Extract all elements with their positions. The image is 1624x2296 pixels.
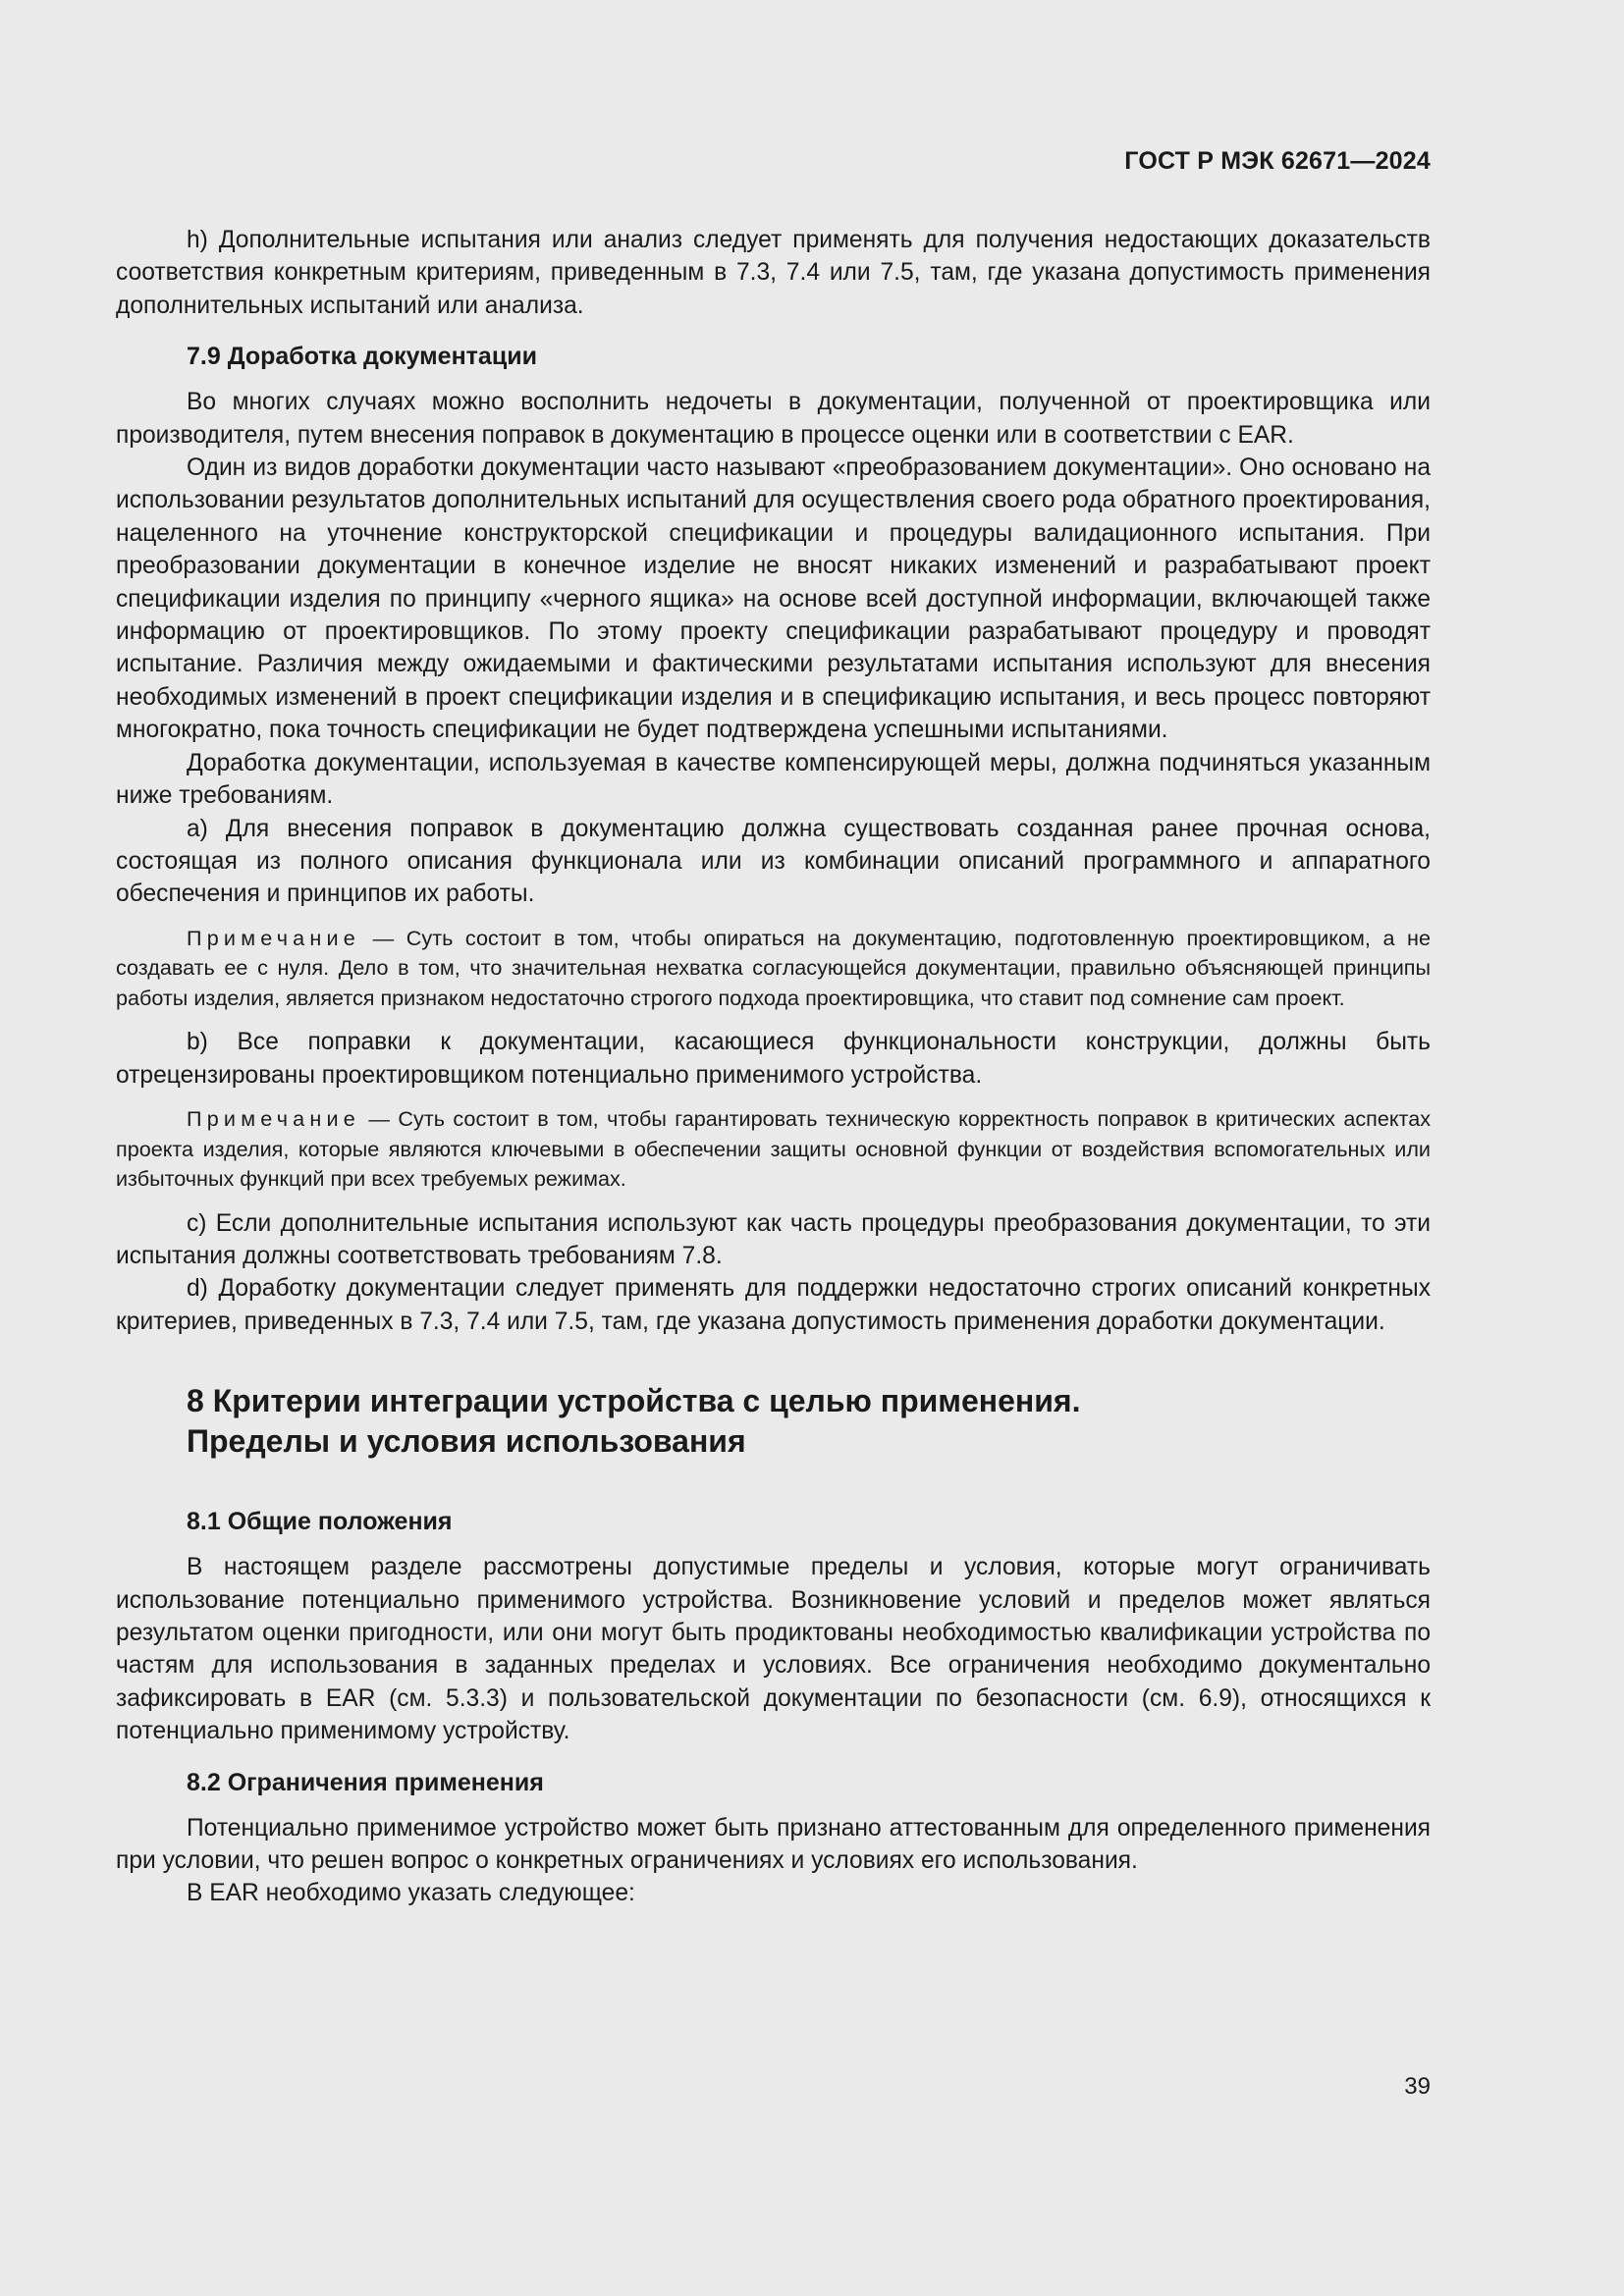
paragraph: Во многих случаях можно восполнить недочеты в документации, полученной от проектировщика или производителя, путем внесения поправок в документацию в процессе оценки или в соответствии с EAR.	[116, 389, 1431, 449]
list-item-d: d) Доработку документации следует применять для поддержки недостаточно строгих описаний конкретных критериев, приведенных в 7.3, 7.4 или 7.5, там, где указана допустимость применения доработки документации.	[116, 1275, 1431, 1335]
paragraph: Доработка документации, используемая в качестве компенсирующей меры, должна подчиняться указанным ниже требованиям.	[116, 749, 1431, 810]
note-label: Примечание	[187, 1106, 360, 1132]
paragraph: Один из видов доработки документации часто называют «преобразованием документации». Оно основано на использовании результатов дополнительных испытаний для осуществления своего рода обратного проектирования, нацеленного на уточнение конструкторской спецификации и процедуры валидационного испытания. При преобразовании документации в конечное изделие не вносят никаких изменений и разрабатывают проект спецификации изделия по принципу «черного ящика» на основе всей доступной информации, включающей также информацию от проектировщиков. По этому проекту спецификации разрабатывают процедуру и проводят испытание. Различия между ожидаемыми и фактическими результатами испытания используют для внесения необходимых изменений в проект спецификации изделия и в спецификацию испытания, и весь процесс повторяют многократно, пока точность спецификации не будет подтверждена успешными испытаниями.	[116, 454, 1431, 744]
paragraph-item-h: h) Дополнительные испытания или анализ следует применять для получения недостающих доказательств соответствия конкретным критериям, приведенным в 7.3, 7.4 или 7.5, там, где указана допустимость применения дополнительных испытаний или анализа.	[116, 227, 1431, 319]
section-heading-8-2: 8.2 Ограничения применения	[187, 1768, 544, 1796]
list-item-b: b) Все поправки к документации, касающиеся функциональности конструкции, должны быть отрецензированы проектировщиком потенциально применимого устройства.	[116, 1029, 1431, 1089]
document-body	[116, 224, 1431, 1910]
chapter-heading-line: Пределы и условия использования	[187, 1423, 746, 1460]
note	[116, 1104, 1431, 1195]
paragraph: В настоящем разделе рассмотрены допустимые пределы и условия, которые могут ограничивать использование потенциально применимого устройства. Возникновение условий и пределов может являться результатом оценки пригодности, или они могут быть продиктованы необходимостью квалификации устройства по частям для использования в заданных пределах и условиях. Все ограничения необходимо документально зафиксировать в EAR (см. 5.3.3) и пользовательской документации по безопасности (см. 6.9), относящихся к потенциально применимому устройству.	[116, 1554, 1431, 1745]
chapter-heading-8	[116, 1381, 1431, 1462]
chapter-heading-line: 8 Критерии интеграции устройства с целью применения.	[187, 1383, 1081, 1419]
document-header: ГОСТ Р МЭК 62671—2024	[1124, 147, 1431, 175]
section-heading-7-9: 7.9 Доработка документации	[187, 343, 537, 371]
note	[116, 924, 1431, 1014]
page-number: 39	[1404, 2073, 1431, 2100]
note-label: Примечание	[187, 925, 360, 950]
section-heading-8-1: 8.1 Общие положения	[187, 1508, 453, 1536]
paragraph: Потенциально применимое устройство может быть признано аттестованным для определенного применения при условии, что решен вопрос о конкретных ограничениях и условиях его использования.	[116, 1814, 1431, 1874]
paragraph: В EAR необходимо указать следующее:	[187, 1880, 635, 1907]
document-page	[116, 0, 1431, 2296]
note-text: — Суть состоит в том, чтобы гарантировать техническую корректность поправок в критических аспектах проекта изделия, которые являются ключевыми в обеспечении защиты основной функции от воздействия вспомогательных или избыточных функций при всех требуемых режимах.	[116, 1106, 1431, 1192]
list-item-c: c) Если дополнительные испытания используют как часть процедуры преобразования документации, то эти испытания должны соответствовать требованиям 7.8.	[116, 1209, 1431, 1269]
note-text: — Суть состоит в том, чтобы опираться на документацию, подготовленную проектировщиком, а не создавать ее с нуля. Дело в том, что значительная нехватка согласующейся документации, правильно объясняющей принципы работы изделия, является признаком недостаточно строгого подхода проектировщика, что ставит под сомнение сам проект.	[116, 925, 1431, 1010]
list-item-a: a) Для внесения поправок в документацию должна существовать созданная ранее прочная основа, состоящая из полного описания функционала или из комбинации описаний программного и аппаратного обеспечения и принципов их работы.	[116, 815, 1431, 908]
